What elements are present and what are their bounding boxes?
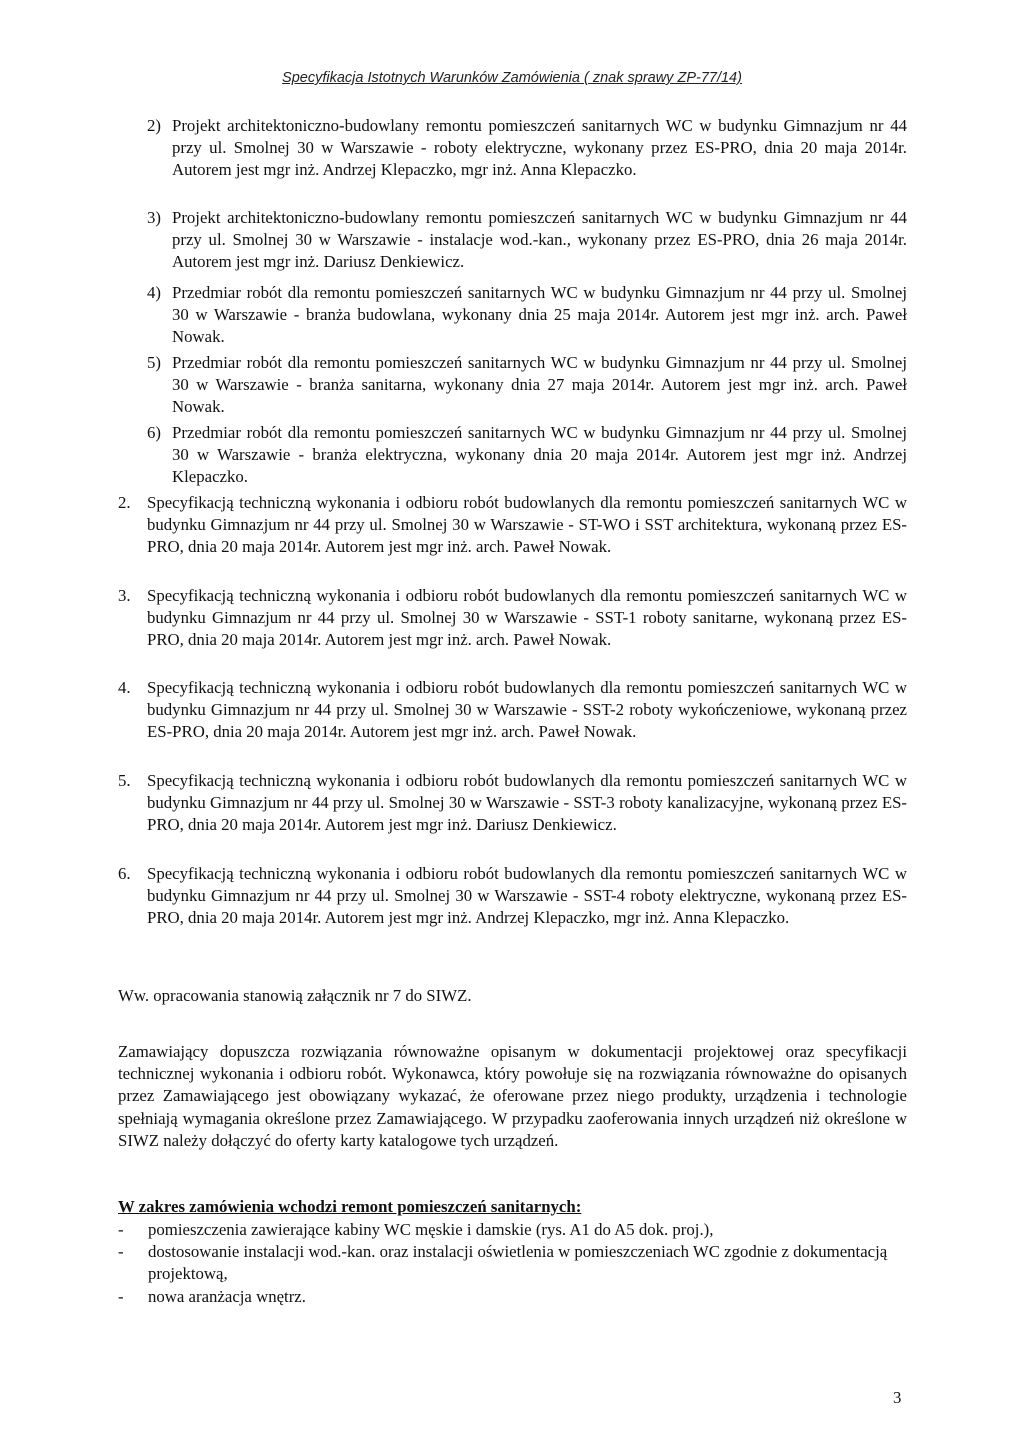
page-number: 3 [893,1388,902,1407]
subitem-text: Projekt architektoniczno-budowlany remontu pomieszczeń sanitarnych WC w budynku Gimnazjum nr 44 przy ul. Smolnej 30 w Warszawie - roboty elektryczne, wykonany przez ES-PRO, dnia 20 maja 2014r. Autorem jest mgr inż. Andrzej Klepaczko, mgr inż. Anna Klepaczko. [172,116,907,180]
scope-item [118,1219,907,1241]
subitem-2 [147,115,907,182]
scope-item [118,1241,907,1285]
equivalence-paragraph: Zamawiający dopuszcza rozwiązania równoważne opisanym w dokumentacji projektowej oraz specyfikacji technicznej wykonania i odbioru robót. Wykonawca, który powołuje się na rozwiązania równoważne do opisanych przez Zamawiającego jest obowiązany wykazać, że oferowane przez niego produkty, urządzenia i technologie spełniają wymagania określone przez Zamawiającego. W przypadku zaoferowania innych urządzeń niż określone w SIWZ należy dołączyć do oferty karty katalogowe tych urządzeń. [118,1042,907,1150]
item-text: Specyfikacją techniczną wykonania i odbioru robót budowlanych dla remontu pomieszczeń sanitarnych WC w budynku Gimnazjum nr 44 przy ul. Smolnej 30 w Warszawie - SST-3 roboty kanalizacyjne, wykonaną przez ES-PRO, dnia 20 maja 2014r. Autorem jest mgr inż. Dariusz Denkiewicz. [147,771,907,835]
item-number: 5. [118,771,131,790]
item-number: 6. [118,864,131,883]
item-text: Specyfikacją techniczną wykonania i odbioru robót budowlanych dla remontu pomieszczeń sanitarnych WC w budynku Gimnazjum nr 44 przy ul. Smolnej 30 w Warszawie - SST-1 roboty sanitarne, wykonaną przez ES-PRO, dnia 20 maja 2014r. Autorem jest mgr inż. arch. Paweł Nowak. [147,586,907,650]
attachment-note: Ww. opracowania stanowią załącznik nr 7 do SIWZ. [118,986,472,1005]
list-item-6 [118,863,907,930]
subitem-text: Przedmiar robót dla remontu pomieszczeń sanitarnych WC w budynku Gimnazjum nr 44 przy ul. Smolnej 30 w Warszawie - branża sanitarna, wykonany dnia 27 maja 2014r. Autorem jest mgr inż. arch. Paweł Nowak. [172,353,907,417]
bullet-dash: - [118,1220,124,1239]
list-item-5 [118,770,907,837]
list-item-4 [118,677,907,744]
subitem-number: 2) [147,116,161,135]
item-text: Specyfikacją techniczną wykonania i odbioru robót budowlanych dla remontu pomieszczeń sanitarnych WC w budynku Gimnazjum nr 44 przy ul. Smolnej 30 w Warszawie - SST-4 roboty elektryczne, wykonaną przez ES-PRO, dnia 20 maja 2014r. Autorem jest mgr inż. Andrzej Klepaczko, mgr inż. Anna Klepaczko. [147,864,907,928]
list-item-3 [118,585,907,652]
item-number: 3. [118,586,131,605]
scope-item-text: nowa aranżacja wnętrz. [148,1286,306,1306]
scope-item-text: dostosowanie instalacji wod.-kan. oraz instalacji oświetlenia w pomieszczeniach WC zgodnie z dokumentacją projektową, [148,1242,888,1284]
subitem-number: 4) [147,283,161,302]
scope-item-text: pomieszczenia zawierające kabiny WC męskie i damskie (rys. A1 do A5 dok. proj.), [148,1220,714,1239]
subitem-text: Przedmiar robót dla remontu pomieszczeń sanitarnych WC w budynku Gimnazjum nr 44 przy ul. Smolnej 30 w Warszawie - branża elektryczna, wykonany dnia 20 maja 2014r. Autorem jest mgr inż. Andrzej Klepaczko. [172,423,907,487]
subitem-number: 3) [147,208,161,227]
subitem-text: Przedmiar robót dla remontu pomieszczeń sanitarnych WC w budynku Gimnazjum nr 44 przy ul. Smolnej 30 w Warszawie - branża budowlana, wykonany dnia 25 maja 2014r. Autorem jest mgr inż. arch. Paweł Nowak. [172,283,907,347]
bullet-dash: - [118,1242,124,1262]
scope-title: W zakres zamówienia wchodzi remont pomieszczeń sanitarnych: [118,1197,582,1216]
subitem-6 [147,422,907,489]
page-header: Specyfikacja Istotnych Warunków Zamówienia ( znak sprawy ZP-77/14) [282,70,742,86]
item-number: 4. [118,678,131,697]
item-number: 2. [118,493,131,512]
item-text: Specyfikacją techniczną wykonania i odbioru robót budowlanych dla remontu pomieszczeń sanitarnych WC w budynku Gimnazjum nr 44 przy ul. Smolnej 30 w Warszawie - SST-2 roboty wykończeniowe, wykonaną przez ES-PRO, dnia 20 maja 2014r. Autorem jest mgr inż. arch. Paweł Nowak. [147,678,907,742]
scope-list [118,1219,907,1308]
item-text: Specyfikacją techniczną wykonania i odbioru robót budowlanych dla remontu pomieszczeń sanitarnych WC w budynku Gimnazjum nr 44 przy ul. Smolnej 30 w Warszawie - ST-WO i SST architektura, wykonaną przez ES-PRO, dnia 20 maja 2014r. Autorem jest mgr inż. arch. Paweł Nowak. [147,493,907,557]
subitem-number: 5) [147,353,161,372]
scope-item [118,1286,907,1308]
subitem-5 [147,352,907,419]
subitem-number: 6) [147,423,161,442]
bullet-dash: - [118,1286,124,1306]
subitem-text: Projekt architektoniczno-budowlany remontu pomieszczeń sanitarnych WC w budynku Gimnazjum nr 44 przy ul. Smolnej 30 w Warszawie - instalacje wod.-kan., wykonany przez ES-PRO, dnia 26 maja 2014r. Autorem jest mgr inż. Dariusz Denkiewicz. [172,208,907,272]
subitem-3 [147,207,907,274]
list-item-2 [118,492,907,559]
subitem-4 [147,282,907,349]
